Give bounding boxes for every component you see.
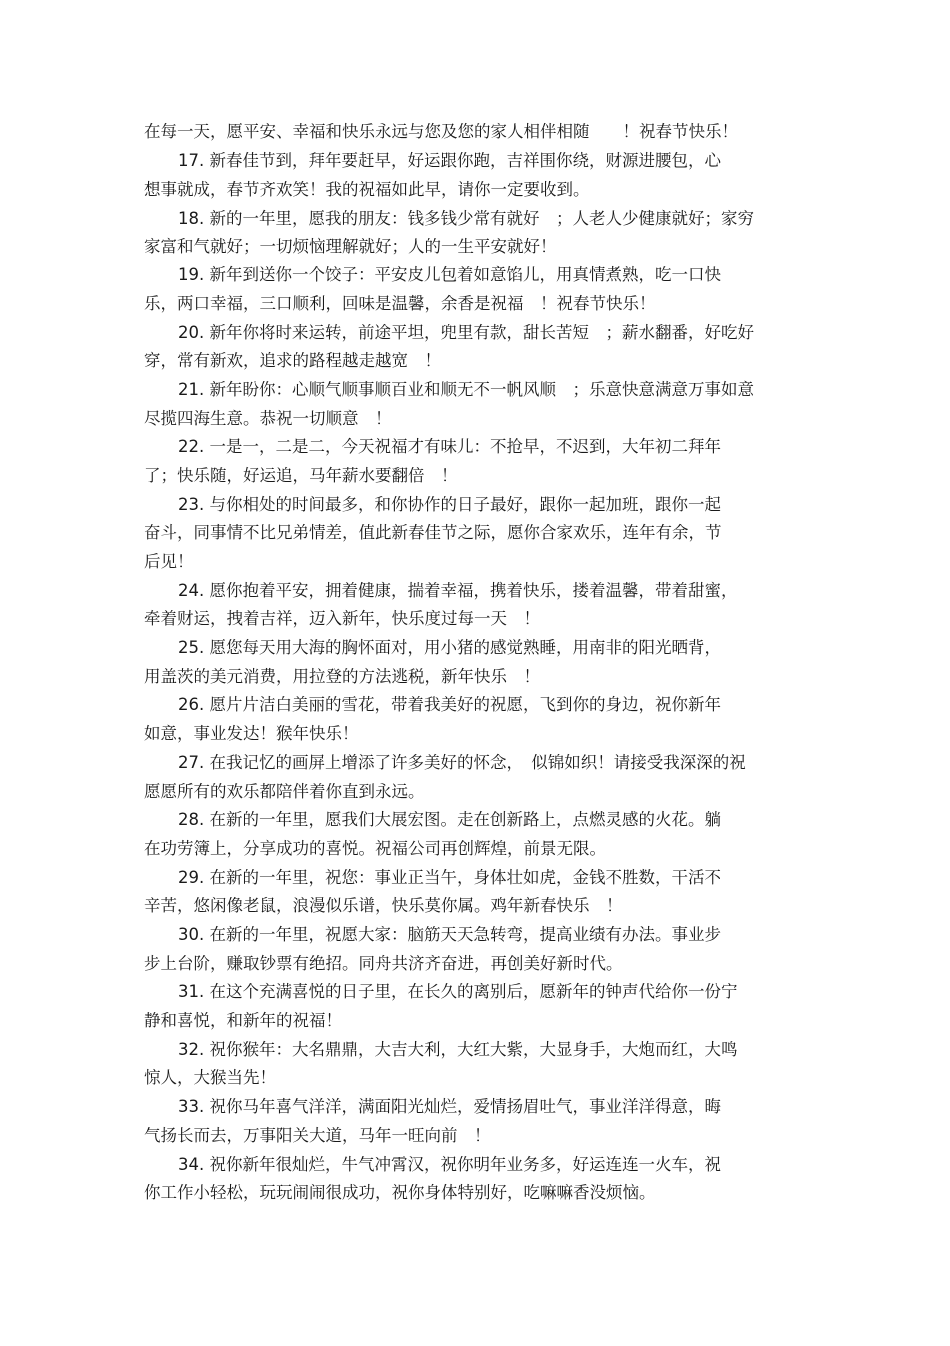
text-line: 25. 愿您每天用大海的胸怀面对，用小猪的感觉熟睡，用南非的阳光晒背， <box>178 638 721 657</box>
text-line: 17. 新春佳节到，拜年要赶早，好运跟你跑，吉祥围你绕，财源进腰包，心 <box>178 151 721 170</box>
text-line: 尽揽四海生意。恭祝一切顺意 ！ <box>144 409 392 428</box>
text-line: 29. 在新的一年里，祝您：事业正当午，身体壮如虎，金钱不胜数，干活不 <box>178 868 721 887</box>
text-line: 愿愿所有的欢乐都陪伴着你直到永远。 <box>144 782 425 801</box>
text-line: 牵着财运，拽着吉祥，迈入新年，快乐度过每一天 ！ <box>144 609 540 628</box>
text-line: 22. 一是一，二是二，今天祝福才有味儿：不抢早，不迟到，大年初二拜年 <box>178 437 721 456</box>
text-line: 了；快乐随，好运追，马年薪水要翻倍 ！ <box>144 466 458 485</box>
text-line: 穿，常有新欢，追求的路程越走越宽 ！ <box>144 351 441 370</box>
text-line: 21. 新年盼你：心顺气顺事顺百业和顺无不一帆风顺 ；乐意快意满意万事如意 <box>178 380 754 399</box>
text-line: 24. 愿你抱着平安，拥着健康，揣着幸福，携着快乐，搂着温馨，带着甜蜜， <box>178 581 738 600</box>
text-line: 用盖茨的美元消费，用拉登的方法逃税，新年快乐 ！ <box>144 667 540 686</box>
text-line: 23. 与你相处的时间最多，和你协作的日子最好，跟你一起加班，跟你一起 <box>178 495 721 514</box>
text-line: 33. 祝你马年喜气洋洋，满面阳光灿烂，爱情扬眉吐气，事业洋洋得意，晦 <box>178 1097 721 1116</box>
text-line: 28. 在新的一年里，愿我们大展宏图。走在创新路上，点燃灵感的火花。躺 <box>178 810 721 829</box>
text-line: 气扬长而去，万事阳关大道，马年一旺向前 ！ <box>144 1126 491 1145</box>
text-line: 26. 愿片片洁白美丽的雪花，带着我美好的祝愿，飞到你的身边，祝你新年 <box>178 695 721 714</box>
text-line: 惊人，大猴当先！ <box>144 1068 276 1087</box>
text-line: 在每一天，愿平安、幸福和快乐永远与您及您的家人相伴相随 ！祝春节快乐！ <box>144 122 738 141</box>
text-line: 30. 在新的一年里，祝愿大家：脑筋天天急转弯，提高业绩有办法。事业步 <box>178 925 721 944</box>
text-line: 后见！ <box>144 552 194 571</box>
text-line: 奋斗，同事情不比兄弟情差，值此新春佳节之际，愿你合家欢乐，连年有余，节 <box>144 523 722 542</box>
text-line: 31. 在这个充满喜悦的日子里，在长久的离别后，愿新年的钟声代给你一份宁 <box>178 982 738 1001</box>
text-line: 如意，事业发达！猴年快乐！ <box>144 724 359 743</box>
text-line: 辛苦，悠闲像老鼠，浪漫似乐谱，快乐莫你属。鸡年新春快乐 ！ <box>144 896 623 915</box>
text-line: 步上台阶，赚取钞票有绝招。同舟共济齐奋进，再创美好新时代。 <box>144 954 623 973</box>
text-line: 27. 在我记忆的画屏上增添了许多美好的怀念， 似锦如织！请接受我深深的祝 <box>178 753 746 772</box>
text-line: 想事就成，春节齐欢笑！我的祝福如此早，请你一定要收到。 <box>144 180 590 199</box>
text-line: 20. 新年你将时来运转，前途平坦，兜里有款，甜长苦短 ；薪水翻番，好吃好 <box>178 323 754 342</box>
text-line: 19. 新年到送你一个饺子：平安皮儿包着如意馅儿，用真情煮熟，吃一口快 <box>178 265 721 284</box>
text-line: 家富和气就好；一切烦恼理解就好；人的一生平安就好！ <box>144 237 557 256</box>
text-line: 32. 祝你猴年：大名鼎鼎，大吉大利，大红大紫，大显身手，大炮而红，大鸣 <box>178 1040 738 1059</box>
text-line: 34. 祝你新年很灿烂，牛气冲霄汉，祝你明年业务多，好运连连一火车，祝 <box>178 1155 721 1174</box>
text-line: 静和喜悦，和新年的祝福！ <box>144 1011 342 1030</box>
text-line: 乐，两口幸福，三口顺利，回味是温馨，余香是祝福 ！祝春节快乐！ <box>144 294 656 313</box>
text-line: 在功劳簿上，分享成功的喜悦。祝福公司再创辉煌，前景无限。 <box>144 839 606 858</box>
text-line: 你工作小轻松，玩玩闹闹很成功，祝你身体特别好，吃嘛嘛香没烦恼。 <box>144 1183 656 1202</box>
text-line: 18. 新的一年里，愿我的朋友：钱多钱少常有就好 ；人老人少健康就好；家穷 <box>178 209 754 228</box>
